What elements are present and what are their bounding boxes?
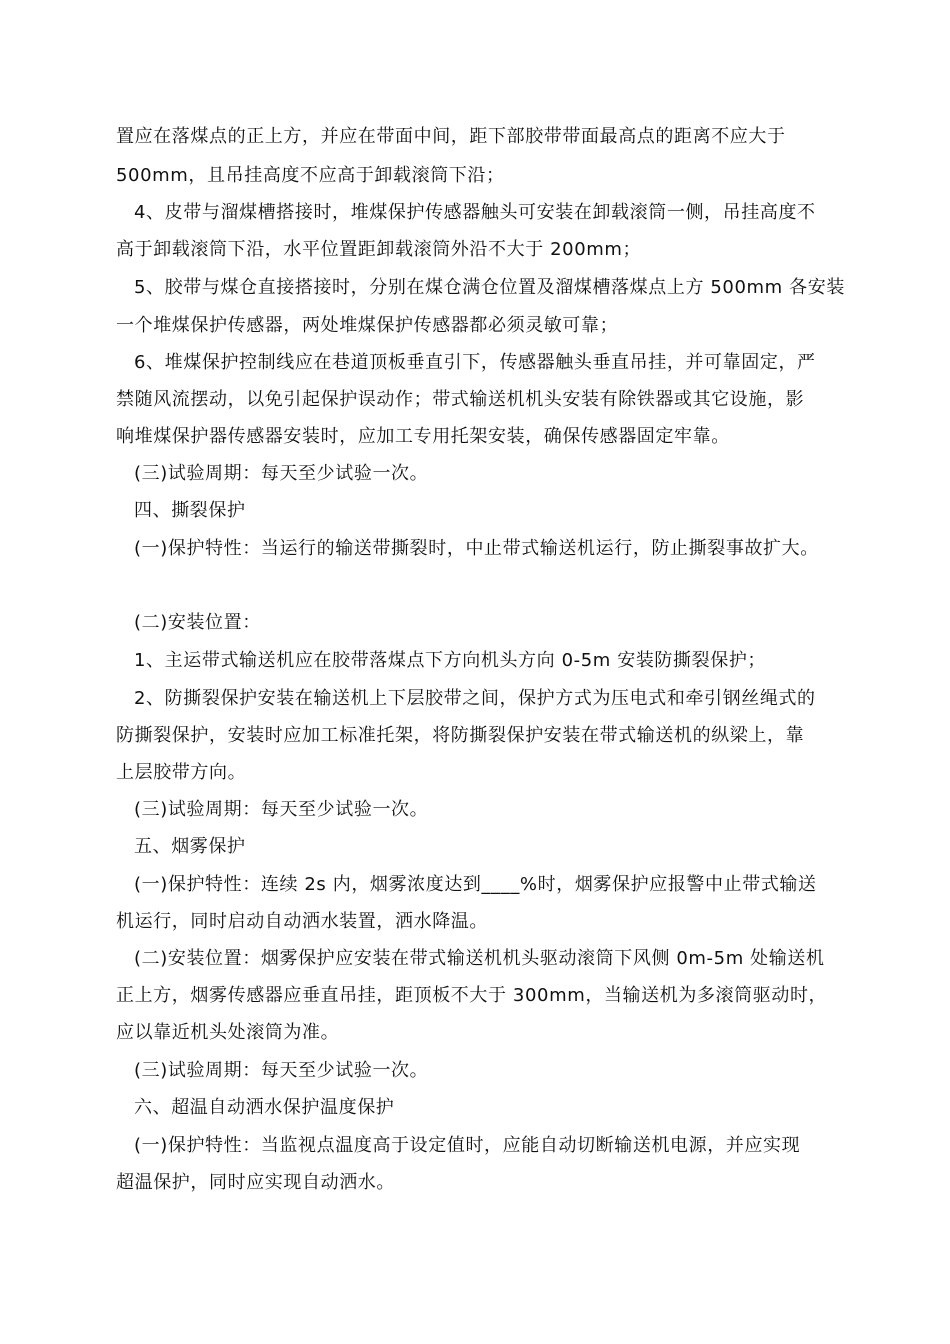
section-heading-smoke-protection: 五、烟雾保护 xyxy=(134,836,246,857)
paragraph-line: (一)保护特性：连续 2s 内，烟雾浓度达到____%时，烟雾保护应报警中止带式输送 xyxy=(134,874,817,895)
list-item-5: 5、胶带与煤仓直接搭接时，分别在煤仓满仓位置及溜煤槽落煤点上方 500mm 各安装 xyxy=(134,277,845,298)
paragraph-line: 超温保护，同时应实现自动洒水。 xyxy=(116,1172,395,1193)
list-item-1: 1、主运带式输送机应在胶带落煤点下方向机头方向 0-5m 安装防撕裂保护； xyxy=(134,650,767,671)
test-period-line: (三)试验周期：每天至少试验一次。 xyxy=(134,1060,429,1081)
paragraph-line: 防撕裂保护，安装时应加工标准托架，将防撕裂保护安装在带式输送机的纵梁上，靠 xyxy=(116,725,805,746)
install-position-label: (二)安装位置： xyxy=(134,612,261,633)
list-item-2: 2、防撕裂保护安装在输送机上下层胶带之间，保护方式为压电式和牵引钢丝绳式的 xyxy=(134,688,816,709)
paragraph-line: 置应在落煤点的正上方，并应在带面中间，距下部胶带带面最高点的距离不应大于 xyxy=(116,126,786,147)
paragraph-line: 响堆煤保护器传感器安装时，应加工专用托架安装，确保传感器固定牢靠。 xyxy=(116,426,730,447)
paragraph-line: 禁随风流摆动，以免引起保护误动作；带式输送机机头安装有除铁器或其它设施，影 xyxy=(116,389,805,410)
section-heading-overtemp-protection: 六、超温自动洒水保护温度保护 xyxy=(134,1097,395,1118)
paragraph-line: (二)安装位置：烟雾保护应安装在带式输送机机头驱动滚筒下风侧 0m-5m 处输送机 xyxy=(134,948,825,969)
test-period-line: (三)试验周期：每天至少试验一次。 xyxy=(134,463,429,484)
test-period-line: (三)试验周期：每天至少试验一次。 xyxy=(134,799,429,820)
list-item-4: 4、皮带与溜煤槽搭接时，堆煤保护传感器触头可安装在卸载滚筒一侧，吊挂高度不 xyxy=(134,202,816,223)
paragraph-line: 500mm，且吊挂高度不应高于卸载滚筒下沿； xyxy=(116,165,505,186)
paragraph-line: (一)保护特性：当运行的输送带撕裂时，中止带式输送机运行，防止撕裂事故扩大。 xyxy=(134,538,819,559)
paragraph-line: 正上方，烟雾传感器应垂直吊挂，距顶板不大于 300mm，当输送机为多滚筒驱动时， xyxy=(116,985,828,1006)
paragraph-line: (一)保护特性：当监视点温度高于设定值时，应能自动切断输送机电源，并应实现 xyxy=(134,1135,801,1156)
section-heading-tear-protection: 四、撕裂保护 xyxy=(134,500,246,521)
paragraph-line: 上层胶带方向。 xyxy=(116,762,247,783)
paragraph-line: 应以靠近机头处滚筒为准。 xyxy=(116,1022,340,1043)
paragraph-line: 高于卸载滚筒下沿，水平位置距卸载滚筒外沿不大于 200mm； xyxy=(116,239,642,260)
paragraph-line: 一个堆煤保护传感器，两处堆煤保护传感器都必须灵敏可靠； xyxy=(116,315,619,336)
paragraph-line: 机运行，同时启动自动洒水装置，洒水降温。 xyxy=(116,911,488,932)
list-item-6: 6、堆煤保护控制线应在巷道顶板垂直引下，传感器触头垂直吊挂，并可靠固定，严 xyxy=(134,352,816,373)
